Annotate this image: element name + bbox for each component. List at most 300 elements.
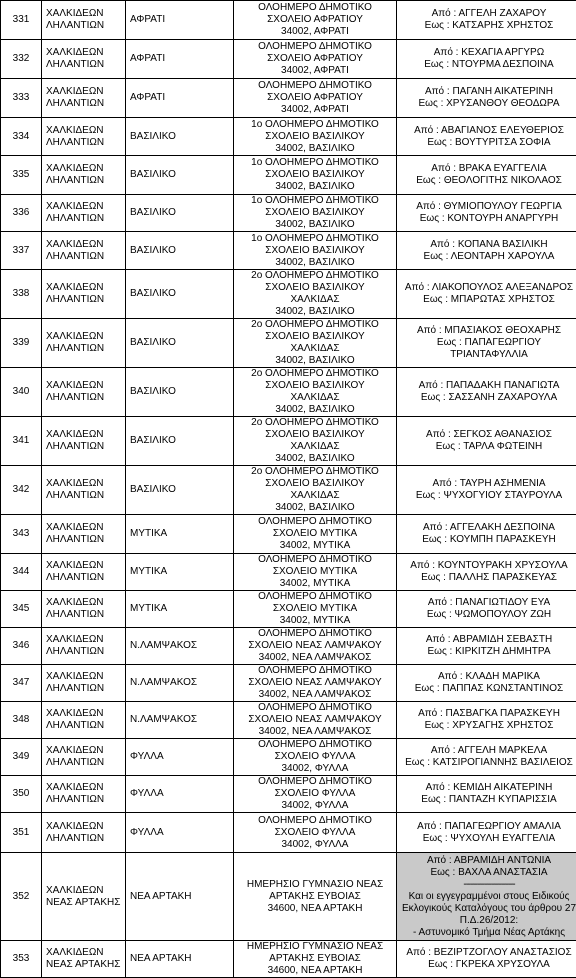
cell-line: 34002, ΜΥΤΙΚΑ	[235, 615, 395, 627]
voter-range-cell	[397, 739, 576, 776]
area-cell: ΒΑΣΙΛΙΚΟ	[126, 270, 234, 319]
cell-line: Εως : ΠΑΝΤΑΖΗ ΚΥΠΑΡΙΣΣΙΑ	[398, 794, 576, 806]
cell-line: Από : ΑΓΓΕΛΗ ΜΑΡΚΕΛΑ	[398, 745, 576, 757]
cell-line: 34002, ΝΕΑ ΛΑΜΨΑΚΟΣ	[235, 689, 395, 701]
area-cell: ΑΦΡΑΤΙ	[126, 40, 234, 79]
cell-line: 34002, ΦΥΛΛΑ	[235, 763, 395, 775]
cell-line: ΟΛΟΗΜΕΡΟ ΔΗΜΟΤΙΚΟ	[235, 815, 395, 827]
cell-line: ΟΛΟΗΜΕΡΟ ΔΗΜΟΤΙΚΟ	[235, 516, 395, 528]
cell-line: ΣΧΟΛΕΙΟ ΑΦΡΑΤΙΟΥ	[235, 92, 395, 104]
polling-place-cell	[234, 319, 397, 368]
cell-line: Από : ΚΕΧΑΓΙΑ ΑΡΓΥΡΩ	[398, 47, 576, 59]
voter-range-cell	[397, 554, 576, 591]
cell-line: ΧΑΛΚΙΔΕΩΝ	[46, 885, 124, 897]
cell-line: ΣΧΟΛΕΙΟ ΒΑΣΙΛΙΚΟΥ	[235, 282, 395, 294]
polling-place-cell	[234, 813, 397, 853]
voter-range-cell	[397, 79, 576, 118]
cell-line: 34002, ΒΑΣΙΛΙΚΟ	[235, 355, 395, 367]
cell-line: 34002, ΒΑΣΙΛΙΚΟ	[235, 404, 395, 416]
cell-line: Εως : ΧΡΥΣΑΝΘΟΥ ΘΕΟΔΩΡΑ	[398, 98, 576, 110]
polling-place-cell	[234, 853, 397, 941]
cell-line: ΛΗΛΑΝΤΙΩΝ	[46, 490, 124, 502]
voter-range-cell	[397, 591, 576, 628]
cell-line: ΣΧΟΛΕΙΟ ΒΑΣΙΛΙΚΟΥ	[235, 169, 395, 181]
cell-line: Από : ΠΑΓΑΝΗ ΑΙΚΑΤΕΡΙΝΗ	[398, 86, 576, 98]
cell-line: ΛΗΛΑΝΤΙΩΝ	[46, 294, 124, 306]
polling-place-cell	[234, 232, 397, 270]
cell-line: Από : ΠΑΠΑΓΕΩΡΓΙΟΥ ΑΜΑΛΙΑ	[398, 821, 576, 833]
cell-line: Εως : ΘΕΟΛΟΓΙΤΗΣ ΝΙΚΟΛΑΟΣ	[398, 175, 576, 187]
cell-line: Π.Δ.26/2012:	[398, 915, 576, 927]
row-number-cell: 334	[1, 118, 42, 156]
cell-line: ΣΧΟΛΕΙΟ ΝΕΑΣ ΛΑΜΨΑΚΟΥ	[235, 640, 395, 652]
area-cell: ΒΑΣΙΛΙΚΟ	[126, 156, 234, 195]
cell-line: Εως : ΠΑΠΑΓΕΩΡΓΙΟΥ	[398, 337, 576, 349]
cell-line: ΣΧΟΛΕΙΟ ΒΑΣΙΛΙΚΟΥ	[235, 429, 395, 441]
cell-line: Εως : ΚΑΤΣΙΡΟΓΙΑΝΝΗΣ ΒΑΣΙΛΕΙΟΣ	[398, 757, 576, 769]
municipality-cell	[42, 270, 126, 319]
table-row	[1, 515, 576, 554]
area-cell: ΦΥΛΛΑ	[126, 776, 234, 813]
cell-line: Εως : ΨΥΧΟΓΥΙΟΥ ΣΤΑΥΡΟΥΛΑ	[398, 490, 576, 502]
polling-place-cell	[234, 554, 397, 591]
cell-line: ΣΧΟΛΕΙΟ ΒΑΣΙΛΙΚΟΥ	[235, 131, 395, 143]
area-cell: Ν.ΛΑΜΨΑΚΟΣ	[126, 628, 234, 665]
cell-line: Εκλογικούς Καταλόγους του άρθρου 27	[398, 903, 576, 915]
row-number-cell: 347	[1, 665, 42, 702]
cell-line: 1ο ΟΛΟΗΜΕΡΟ ΔΗΜΟΤΙΚΟ	[235, 195, 395, 207]
table-row	[1, 195, 576, 232]
cell-line: ΧΑΛΚΙΔΑΣ	[235, 441, 395, 453]
cell-line: Εως : ΚΙΡΚΙΤΖΗ ΔΗΜΗΤΡΑ	[398, 646, 576, 658]
cell-line: ΧΑΛΚΙΔΕΩΝ	[46, 560, 124, 572]
cell-line: ΛΗΛΑΝΤΙΩΝ	[46, 441, 124, 453]
voter-range-cell	[397, 702, 576, 739]
polling-place-cell	[234, 466, 397, 515]
cell-line: Από : ΘΥΜΙΟΠΟΥΛΟΥ ΓΕΩΡΓΙΑ	[398, 201, 576, 213]
polling-place-cell	[234, 79, 397, 118]
table-row	[1, 853, 576, 941]
row-number-cell: 335	[1, 156, 42, 195]
table-row	[1, 156, 576, 195]
cell-line: ΣΧΟΛΕΙΟ ΒΑΣΙΛΙΚΟΥ	[235, 478, 395, 490]
cell-line: 1ο ΟΛΟΗΜΕΡΟ ΔΗΜΟΤΙΚΟ	[235, 157, 395, 169]
cell-line: ΟΛΟΗΜΕΡΟ ΔΗΜΟΤΙΚΟ	[235, 41, 395, 53]
row-number-cell: 333	[1, 79, 42, 118]
municipality-cell	[42, 853, 126, 941]
polling-place-cell	[234, 702, 397, 739]
voter-range-cell	[397, 118, 576, 156]
row-number-cell: 349	[1, 739, 42, 776]
polling-place-cell	[234, 368, 397, 417]
cell-line: Εως : ΚΟΥΜΠΗ ΠΑΡΑΣΚΕΥΗ	[398, 534, 576, 546]
cell-line: Εως : ΧΡΥΣΑΓΗΣ ΧΡΗΣΤΟΣ	[398, 720, 576, 732]
polling-place-cell	[234, 776, 397, 813]
voter-range-cell	[397, 515, 576, 554]
municipality-cell	[42, 79, 126, 118]
table-row	[1, 628, 576, 665]
cell-line: 34002, ΜΥΤΙΚΑ	[235, 578, 395, 590]
row-number-cell: 340	[1, 368, 42, 417]
cell-line: ΧΑΛΚΙΔΕΩΝ	[46, 634, 124, 646]
municipality-cell	[42, 466, 126, 515]
municipality-cell	[42, 665, 126, 702]
cell-line: ΛΗΛΑΝΤΙΩΝ	[46, 392, 124, 404]
cell-line: ΟΛΟΗΜΕΡΟ ΔΗΜΟΤΙΚΟ	[235, 2, 395, 14]
row-number-cell: 346	[1, 628, 42, 665]
area-cell: ΜΥΤΙΚΑ	[126, 515, 234, 554]
cell-line: 34002, ΒΑΣΙΛΙΚΟ	[235, 453, 395, 465]
cell-line: ----------------------	[398, 879, 576, 891]
area-cell: ΦΥΛΛΑ	[126, 813, 234, 853]
cell-line: ΛΗΛΑΝΤΙΩΝ	[46, 720, 124, 732]
cell-line: ΧΑΛΚΙΔΑΣ	[235, 392, 395, 404]
cell-line: ΧΑΛΚΙΔΕΩΝ	[46, 47, 124, 59]
cell-line: ΣΧΟΛΕΙΟ ΝΕΑΣ ΛΑΜΨΑΚΟΥ	[235, 677, 395, 689]
cell-line: ΛΗΛΑΝΤΙΩΝ	[46, 213, 124, 225]
area-cell: ΜΥΤΙΚΑ	[126, 591, 234, 628]
municipality-cell	[42, 702, 126, 739]
table-row	[1, 368, 576, 417]
table-body	[1, 1, 576, 978]
cell-line: Εως : ΠΑΛΛΗΣ ΠΑΡΑΣΚΕΥΑΣ	[398, 572, 576, 584]
cell-line: ΣΧΟΛΕΙΟ ΒΑΣΙΛΙΚΟΥ	[235, 245, 395, 257]
cell-line: ΧΑΛΚΙΔΕΩΝ	[46, 597, 124, 609]
cell-line: ΑΡΤΑΚΗΣ ΕΥΒΟΙΑΣ	[235, 891, 395, 903]
cell-line: ΧΑΛΚΙΔΕΩΝ	[46, 821, 124, 833]
cell-line: ΟΛΟΗΜΕΡΟ ΔΗΜΟΤΙΚΟ	[235, 628, 395, 640]
area-cell: ΝΕΑ ΑΡΤΑΚΗ	[126, 941, 234, 978]
table-row	[1, 941, 576, 978]
cell-line: ΣΧΟΛΕΙΟ ΝΕΑΣ ΛΑΜΨΑΚΟΥ	[235, 714, 395, 726]
cell-line: 34002, ΦΥΛΛΑ	[235, 800, 395, 812]
cell-line: 2ο ΟΛΟΗΜΕΡΟ ΔΗΜΟΤΙΚΟ	[235, 417, 395, 429]
cell-line: ΧΑΛΚΙΔΕΩΝ	[46, 429, 124, 441]
table-row	[1, 813, 576, 853]
cell-line: ΣΧΟΛΕΙΟ ΑΦΡΑΤΙΟΥ	[235, 14, 395, 26]
row-number-cell: 352	[1, 853, 42, 941]
cell-line: 34002, ΑΦΡΑΤΙ	[235, 26, 395, 38]
table-row	[1, 554, 576, 591]
row-number-cell: 337	[1, 232, 42, 270]
cell-line: ΧΑΛΚΙΔΕΩΝ	[46, 782, 124, 794]
cell-line: ΣΧΟΛΕΙΟ ΜΥΤΙΚΑ	[235, 603, 395, 615]
area-cell: ΒΑΣΙΛΙΚΟ	[126, 319, 234, 368]
area-cell: ΒΑΣΙΛΙΚΟ	[126, 368, 234, 417]
cell-line: Από : ΑΓΓΕΛΑΚΗ ΔΕΣΠΟΙΝΑ	[398, 522, 576, 534]
voter-range-cell	[397, 776, 576, 813]
municipality-cell	[42, 40, 126, 79]
cell-line: ΝΕΑΣ ΑΡΤΑΚΗΣ	[46, 959, 124, 971]
cell-line: ΛΗΛΑΝΤΙΩΝ	[46, 572, 124, 584]
table-row	[1, 232, 576, 270]
polling-place-cell	[234, 118, 397, 156]
municipality-cell	[42, 368, 126, 417]
table-row	[1, 118, 576, 156]
municipality-cell	[42, 628, 126, 665]
row-number-cell: 353	[1, 941, 42, 978]
table-row	[1, 466, 576, 515]
row-number-cell: 351	[1, 813, 42, 853]
cell-line: Από : ΚΟΥΝΤΟΥΡΑΚΗ ΧΡΥΣΟΥΛΑ	[398, 560, 576, 572]
row-number-cell: 343	[1, 515, 42, 554]
table-row	[1, 702, 576, 739]
municipality-cell	[42, 118, 126, 156]
cell-line: Από : ΚΛΑΔΗ ΜΑΡΙΚΑ	[398, 671, 576, 683]
cell-line: - Αστυνομικό Τμήμα Νέας Αρτάκης	[398, 927, 576, 939]
cell-line: ΧΑΛΚΙΔΕΩΝ	[46, 380, 124, 392]
cell-line: 34002, ΒΑΣΙΛΙΚΟ	[235, 257, 395, 269]
row-number-cell: 342	[1, 466, 42, 515]
cell-line: ΧΑΛΚΙΔΕΩΝ	[46, 8, 124, 20]
voter-range-cell	[397, 195, 576, 232]
area-cell: ΒΑΣΙΛΙΚΟ	[126, 195, 234, 232]
municipality-cell	[42, 319, 126, 368]
cell-line: ΧΑΛΚΙΔΕΩΝ	[46, 671, 124, 683]
cell-line: 34600, ΝΕΑ ΑΡΤΑΚΗ	[235, 965, 395, 977]
cell-line: 34002, ΒΑΣΙΛΙΚΟ	[235, 306, 395, 318]
area-cell: ΑΦΡΑΤΙ	[126, 79, 234, 118]
voter-range-cell	[397, 232, 576, 270]
municipality-cell	[42, 813, 126, 853]
cell-line: 34002, ΦΥΛΛΑ	[235, 839, 395, 851]
cell-line: ΛΗΛΑΝΤΙΩΝ	[46, 59, 124, 71]
polling-place-cell	[234, 417, 397, 466]
cell-line: ΛΗΛΑΝΤΙΩΝ	[46, 98, 124, 110]
cell-line: Εως : ΨΥΧΟΥΛΗ ΕΥΑΓΓΕΛΙΑ	[398, 833, 576, 845]
cell-line: ΟΛΟΗΜΕΡΟ ΔΗΜΟΤΙΚΟ	[235, 665, 395, 677]
area-cell: ΒΑΣΙΛΙΚΟ	[126, 417, 234, 466]
area-cell: Ν.ΛΑΜΨΑΚΟΣ	[126, 702, 234, 739]
row-number-cell: 350	[1, 776, 42, 813]
municipality-cell	[42, 515, 126, 554]
polling-place-cell	[234, 665, 397, 702]
row-number-cell: 339	[1, 319, 42, 368]
cell-line: Από : ΚΟΠΑΝΑ ΒΑΣΙΛΙΚΗ	[398, 239, 576, 251]
cell-line: 34600, ΝΕΑ ΑΡΤΑΚΗ	[235, 903, 395, 915]
cell-line: ΑΡΤΑΚΗΣ ΕΥΒΟΙΑΣ	[235, 953, 395, 965]
cell-line: ΧΑΛΚΙΔΕΩΝ	[46, 331, 124, 343]
cell-line: Από : ΠΑΠΑΔΑΚΗ ΠΑΝΑΓΙΩΤΑ	[398, 380, 576, 392]
table-row	[1, 776, 576, 813]
cell-line: ΧΑΛΚΙΔΑΣ	[235, 294, 395, 306]
municipality-cell	[42, 739, 126, 776]
table-row	[1, 417, 576, 466]
cell-line: Εως : ΠΑΠΠΑΣ ΚΩΝΣΤΑΝΤΙΝΟΣ	[398, 683, 576, 695]
cell-line: ΣΧΟΛΕΙΟ ΒΑΣΙΛΙΚΟΥ	[235, 380, 395, 392]
cell-line: ΛΗΛΑΝΤΙΩΝ	[46, 534, 124, 546]
cell-line: 34002, ΒΑΣΙΛΙΚΟ	[235, 219, 395, 231]
cell-line: ΣΧΟΛΕΙΟ ΒΑΣΙΛΙΚΟΥ	[235, 207, 395, 219]
cell-line: Εως : ΤΑΡΛΑ ΦΩΤΕΙΝΗ	[398, 441, 576, 453]
cell-line: ΧΑΛΚΙΔΕΩΝ	[46, 947, 124, 959]
cell-line: Από : ΑΒΑΓΙΑΝΟΣ ΕΛΕΥΘΕΡΙΟΣ	[398, 125, 576, 137]
voter-range-cell	[397, 40, 576, 79]
voter-range-cell	[397, 813, 576, 853]
cell-line: Από : ΣΕΓΚΟΣ ΑΘΑΝΑΣΙΟΣ	[398, 429, 576, 441]
municipality-cell	[42, 941, 126, 978]
cell-line: Εως : ΣΑΣΣΑΝΗ ΖΑΧΑΡΟΥΛΑ	[398, 392, 576, 404]
cell-line: ΣΧΟΛΕΙΟ ΒΑΣΙΛΙΚΟΥ	[235, 331, 395, 343]
cell-line: ΟΛΟΗΜΕΡΟ ΔΗΜΟΤΙΚΟ	[235, 80, 395, 92]
cell-line: ΛΗΛΑΝΤΙΩΝ	[46, 609, 124, 621]
voter-range-cell	[397, 853, 576, 941]
cell-line: ΧΑΛΚΙΔΑΣ	[235, 343, 395, 355]
voter-range-cell	[397, 368, 576, 417]
cell-line: Από : ΑΒΡΑΜΙΔΗ ΣΕΒΑΣΤΗ	[398, 634, 576, 646]
cell-line: Εως : ΒΟΥΤΥΡΙΤΣΑ ΣΟΦΙΑ	[398, 137, 576, 149]
area-cell: ΒΑΣΙΛΙΚΟ	[126, 232, 234, 270]
municipality-cell	[42, 417, 126, 466]
cell-line: ΧΑΛΚΙΔΕΩΝ	[46, 125, 124, 137]
cell-line: ΣΧΟΛΕΙΟ ΜΥΤΙΚΑ	[235, 566, 395, 578]
cell-line: ΣΧΟΛΕΙΟ ΦΥΛΛΑ	[235, 751, 395, 763]
cell-line: 34002, ΒΑΣΙΛΙΚΟ	[235, 143, 395, 155]
cell-line: Από : ΒΡΑΚΑ ΕΥΑΓΓΕΛΙΑ	[398, 163, 576, 175]
table-row	[1, 1, 576, 40]
area-cell: ΝΕΑ ΑΡΤΑΚΗ	[126, 853, 234, 941]
cell-line: ΣΧΟΛΕΙΟ ΦΥΛΛΑ	[235, 788, 395, 800]
voter-range-cell	[397, 941, 576, 978]
cell-line: 34002, ΒΑΣΙΛΙΚΟ	[235, 502, 395, 514]
cell-line: Από : ΠΑΝΑΓΙΩΤΙΔΟΥ ΕΥΑ	[398, 597, 576, 609]
cell-line: ΟΛΟΗΜΕΡΟ ΔΗΜΟΤΙΚΟ	[235, 776, 395, 788]
cell-line: 2ο ΟΛΟΗΜΕΡΟ ΔΗΜΟΤΙΚΟ	[235, 368, 395, 380]
municipality-cell	[42, 1, 126, 40]
cell-line: ΧΑΛΚΙΔΕΩΝ	[46, 163, 124, 175]
municipality-cell	[42, 776, 126, 813]
cell-line: 34002, ΝΕΑ ΛΑΜΨΑΚΟΣ	[235, 652, 395, 664]
voter-range-cell	[397, 156, 576, 195]
polling-place-cell	[234, 628, 397, 665]
cell-line: ΤΡΙΑΝΤΑΦΥΛΛΙΑ	[398, 349, 576, 361]
polling-place-cell	[234, 270, 397, 319]
cell-line: ΟΛΟΗΜΕΡΟ ΔΗΜΟΤΙΚΟ	[235, 702, 395, 714]
cell-line: 2ο ΟΛΟΗΜΕΡΟ ΔΗΜΟΤΙΚΟ	[235, 466, 395, 478]
cell-line: 34002, ΜΥΤΙΚΑ	[235, 540, 395, 552]
cell-line: Από : ΚΕΜΙΔΗ ΑΙΚΑΤΕΡΙΝΗ	[398, 782, 576, 794]
cell-line: ΧΑΛΚΙΔΕΩΝ	[46, 745, 124, 757]
row-number-cell: 331	[1, 1, 42, 40]
cell-line: Εως : ΓΚΡΕΚΑ ΧΡΥΣΟΥΛΑ	[398, 959, 576, 971]
cell-line: ΛΗΛΑΝΤΙΩΝ	[46, 137, 124, 149]
municipality-cell	[42, 591, 126, 628]
cell-line: Εως : ΜΠΑΡΩΤΑΣ ΧΡΗΣΤΟΣ	[398, 294, 576, 306]
table-row	[1, 319, 576, 368]
cell-line: Από : ΛΙΑΚΟΠΟΥΛΟΣ ΑΛΕΞΑΝΔΡΟΣ	[398, 282, 576, 294]
row-number-cell: 341	[1, 417, 42, 466]
row-number-cell: 345	[1, 591, 42, 628]
cell-line: ΝΕΑΣ ΑΡΤΑΚΗΣ	[46, 897, 124, 909]
cell-line: ΛΗΛΑΝΤΙΩΝ	[46, 833, 124, 845]
cell-line: ΛΗΛΑΝΤΙΩΝ	[46, 757, 124, 769]
cell-line: ΣΧΟΛΕΙΟ ΜΥΤΙΚΑ	[235, 528, 395, 540]
cell-line: 34002, ΑΦΡΑΤΙ	[235, 65, 395, 77]
table-row	[1, 40, 576, 79]
row-number-cell: 344	[1, 554, 42, 591]
area-cell: ΑΦΡΑΤΙ	[126, 1, 234, 40]
cell-line: Εως : ΨΩΜΟΠΟΥΛΟΥ ΖΩΗ	[398, 609, 576, 621]
row-number-cell: 332	[1, 40, 42, 79]
table-row	[1, 79, 576, 118]
cell-line: 1ο ΟΛΟΗΜΕΡΟ ΔΗΜΟΤΙΚΟ	[235, 119, 395, 131]
cell-line: 34002, ΒΑΣΙΛΙΚΟ	[235, 181, 395, 193]
row-number-cell: 348	[1, 702, 42, 739]
cell-line: Και οι εγγεγραμμένοι στους Ειδικούς	[398, 891, 576, 903]
voter-range-cell	[397, 270, 576, 319]
cell-line: 34002, ΑΦΡΑΤΙ	[235, 104, 395, 116]
cell-line: ΗΜΕΡΗΣΙΟ ΓΥΜΝΑΣΙΟ ΝΕΑΣ	[235, 941, 395, 953]
polling-place-cell	[234, 739, 397, 776]
table-row	[1, 591, 576, 628]
cell-line: Από : ΠΑΣΒΑΓΚΑ ΠΑΡΑΣΚΕΥΗ	[398, 708, 576, 720]
area-cell: Ν.ΛΑΜΨΑΚΟΣ	[126, 665, 234, 702]
cell-line: Εως : ΛΕΟΝΤΑΡΗ ΧΑΡΟΥΛΑ	[398, 251, 576, 263]
area-cell: ΦΥΛΛΑ	[126, 739, 234, 776]
polling-place-cell	[234, 156, 397, 195]
voter-range-cell	[397, 1, 576, 40]
municipality-cell	[42, 554, 126, 591]
row-number-cell: 338	[1, 270, 42, 319]
cell-line: ΧΑΛΚΙΔΕΩΝ	[46, 478, 124, 490]
municipality-cell	[42, 156, 126, 195]
voter-range-cell	[397, 466, 576, 515]
cell-line: ΣΧΟΛΕΙΟ ΑΦΡΑΤΙΟΥ	[235, 53, 395, 65]
table-row	[1, 739, 576, 776]
area-cell: ΒΑΣΙΛΙΚΟ	[126, 118, 234, 156]
cell-line: ΛΗΛΑΝΤΙΩΝ	[46, 794, 124, 806]
cell-line: ΗΜΕΡΗΣΙΟ ΓΥΜΝΑΣΙΟ ΝΕΑΣ	[235, 879, 395, 891]
cell-line: ΧΑΛΚΙΔΕΩΝ	[46, 201, 124, 213]
voter-range-cell	[397, 665, 576, 702]
cell-line: 2ο ΟΛΟΗΜΕΡΟ ΔΗΜΟΤΙΚΟ	[235, 319, 395, 331]
cell-line: 1ο ΟΛΟΗΜΕΡΟ ΔΗΜΟΤΙΚΟ	[235, 233, 395, 245]
cell-line: ΧΑΛΚΙΔΕΩΝ	[46, 522, 124, 534]
cell-line: ΛΗΛΑΝΤΙΩΝ	[46, 683, 124, 695]
cell-line: Από : ΤΑΥΡΗ ΑΣΗΜΕΝΙΑ	[398, 478, 576, 490]
area-cell: ΜΥΤΙΚΑ	[126, 554, 234, 591]
table-row	[1, 270, 576, 319]
cell-line: ΟΛΟΗΜΕΡΟ ΔΗΜΟΤΙΚΟ	[235, 554, 395, 566]
row-number-cell: 336	[1, 195, 42, 232]
cell-line: Από : ΑΒΡΑΜΙΔΗ ΑΝΤΩΝΙΑ	[398, 855, 576, 867]
cell-line: ΧΑΛΚΙΔΕΩΝ	[46, 708, 124, 720]
cell-line: Από : ΜΠΑΣΙΑΚΟΣ ΘΕΟΧΑΡΗΣ	[398, 325, 576, 337]
voter-range-cell	[397, 319, 576, 368]
cell-line: ΛΗΛΑΝΤΙΩΝ	[46, 175, 124, 187]
cell-line: 2ο ΟΛΟΗΜΕΡΟ ΔΗΜΟΤΙΚΟ	[235, 270, 395, 282]
polling-place-cell	[234, 515, 397, 554]
cell-line: Από : ΒΕΖΙΡΤΖΟΓΛΟΥ ΑΝΑΣΤΑΣΙΟΣ	[398, 947, 576, 959]
cell-line: Εως : ΒΑΧΛΑ ΑΝΑΣΤΑΣΙΑ	[398, 867, 576, 879]
cell-line: ΧΑΛΚΙΔΕΩΝ	[46, 282, 124, 294]
polling-place-cell	[234, 40, 397, 79]
cell-line: Εως : ΚΑΤΣΑΡΗΣ ΧΡΗΣΤΟΣ	[398, 20, 576, 32]
voter-range-cell	[397, 628, 576, 665]
cell-line: ΛΗΛΑΝΤΙΩΝ	[46, 343, 124, 355]
cell-line: ΧΑΛΚΙΔΑΣ	[235, 490, 395, 502]
municipality-cell	[42, 232, 126, 270]
polling-place-cell	[234, 195, 397, 232]
area-cell: ΒΑΣΙΛΙΚΟ	[126, 466, 234, 515]
cell-line: 34002, ΝΕΑ ΛΑΜΨΑΚΟΣ	[235, 726, 395, 738]
municipality-cell	[42, 195, 126, 232]
voter-range-cell	[397, 417, 576, 466]
cell-line: ΟΛΟΗΜΕΡΟ ΔΗΜΟΤΙΚΟ	[235, 739, 395, 751]
cell-line: Εως : ΝΤΟΥΡΜΑ ΔΕΣΠΟΙΝΑ	[398, 59, 576, 71]
cell-line: ΣΧΟΛΕΙΟ ΦΥΛΛΑ	[235, 827, 395, 839]
cell-line: ΛΗΛΑΝΤΙΩΝ	[46, 20, 124, 32]
